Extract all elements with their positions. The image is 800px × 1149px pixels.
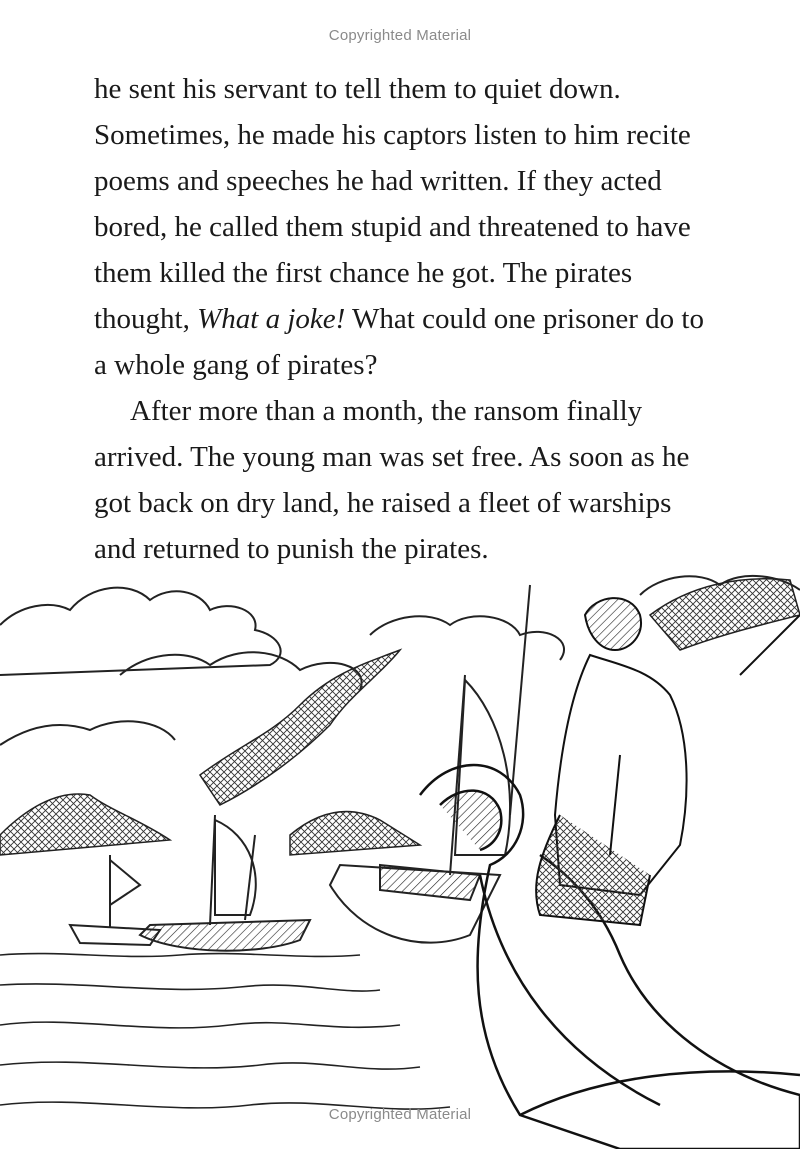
paragraph-1-text-b: What could one prisoner do to a whole gang of pirates? <box>94 303 704 381</box>
armored-figure <box>536 598 800 925</box>
paragraph-2: After more than a month, the ransom finally arrived. The young man was set free. As soon as he got back on dry land, he raised a fleet of warships and returned to punish the pirates. <box>94 395 690 565</box>
illustration-warships <box>0 555 800 1149</box>
illustration-svg <box>0 555 800 1149</box>
mountains <box>0 794 420 855</box>
foreground-warship <box>420 765 800 1149</box>
paragraph-1-italic: What a joke! <box>197 303 346 335</box>
paragraph-1 <box>94 66 714 388</box>
paragraph-1-text-a: he sent his servant to tell them to quiet down. Sometimes, he made his captors listen to him recite poems and speeches he had written. If they acted bored, he called them stupid and threatened to have them killed the first chance he got. The pirates thought, <box>94 73 691 335</box>
watermark-bottom: Copyrighted Material <box>328 1106 472 1123</box>
watermark-top: Copyrighted Material <box>328 27 472 44</box>
sea-waves <box>0 954 450 1110</box>
middle-ship <box>330 585 530 943</box>
page-body-text <box>94 66 714 572</box>
